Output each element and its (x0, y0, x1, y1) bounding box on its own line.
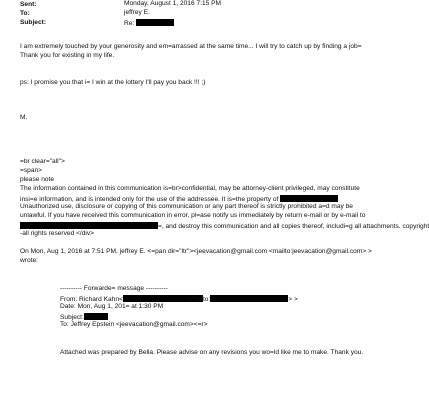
body-line-2: Thank you for existing in my life. (20, 52, 115, 59)
disclaimer-line-6: -all rights reserved </div> (20, 230, 95, 237)
body-line-1: I am extremely touched by your generosity and em=arrassed at the same time... I will try to catch up by finding a job= (20, 43, 362, 50)
disclaimer-line-1: The information contained in this communication is=br>confidential, may be attorney-client privileged, may constitute (20, 185, 360, 192)
redaction-block (136, 19, 174, 26)
subject-value: Re: (124, 19, 174, 28)
subject-label: Subject: (20, 19, 47, 26)
forward-date: Date: Mon, Aug 1, 201= at 1:30 PM (60, 303, 164, 310)
redaction-block (210, 295, 288, 302)
redaction-block (84, 313, 108, 320)
to-label: To: (20, 10, 30, 17)
quote-on-line: On Mon, Aug 1, 2016 at 7:51 PM, jeffrey E. <=pan dir="ltr"><jeevacation@gmail.com <mailto:jeevacation@gmail.com> > (20, 248, 372, 255)
redaction-block (280, 195, 338, 202)
signature: M. (20, 114, 28, 121)
disclaimer-line-3: Unauthorized use, disclosure or copying of this communication or any part thereof is strictly prohibited a=d may be (20, 203, 353, 210)
sent-value: Monday, August 1, 2016 7:15 PM (124, 0, 222, 7)
sent-label: Sent: (20, 1, 37, 8)
attached-note: Attached was prepared by Bella. Please advise on any revisions you wo=ld like me to make. Thank you. (60, 349, 364, 356)
disclaimer-line-5: =, and destroy this communication and all copies thereof, includi=g all attachments. copyright (20, 222, 429, 231)
quote-wrote: wrote: (20, 257, 38, 264)
forward-to: To: Jeffrey Epstein <jeevacation@gmail.com><=r> (60, 321, 208, 328)
br-tag-text: =br clear="all"> (20, 158, 65, 165)
span-tag-text: =span> (20, 167, 42, 174)
forward-mailto: <mailto: > > (187, 296, 298, 303)
forward-subject: Subject: (60, 313, 108, 322)
disclaimer-line-2: insi=e information, and is intended only for the use of the addressee. It is=the property of (20, 195, 338, 204)
forward-from: From: Richard Kahn< (60, 295, 203, 304)
forwarded-header: ---------- Forwarde= message ---------- (60, 285, 168, 292)
please-note: please note (20, 176, 55, 183)
redaction-block (20, 222, 158, 229)
to-value: jeffrey E. (124, 9, 150, 16)
ps-line: ps: I promise you that i= I win at the lottery I'll pay you back !!! ;) (20, 79, 206, 86)
disclaimer-line-4: unlawful. If you have received this communication in error, pl=ase notify us immediately by return e-mail or by e-mail to (20, 212, 366, 219)
